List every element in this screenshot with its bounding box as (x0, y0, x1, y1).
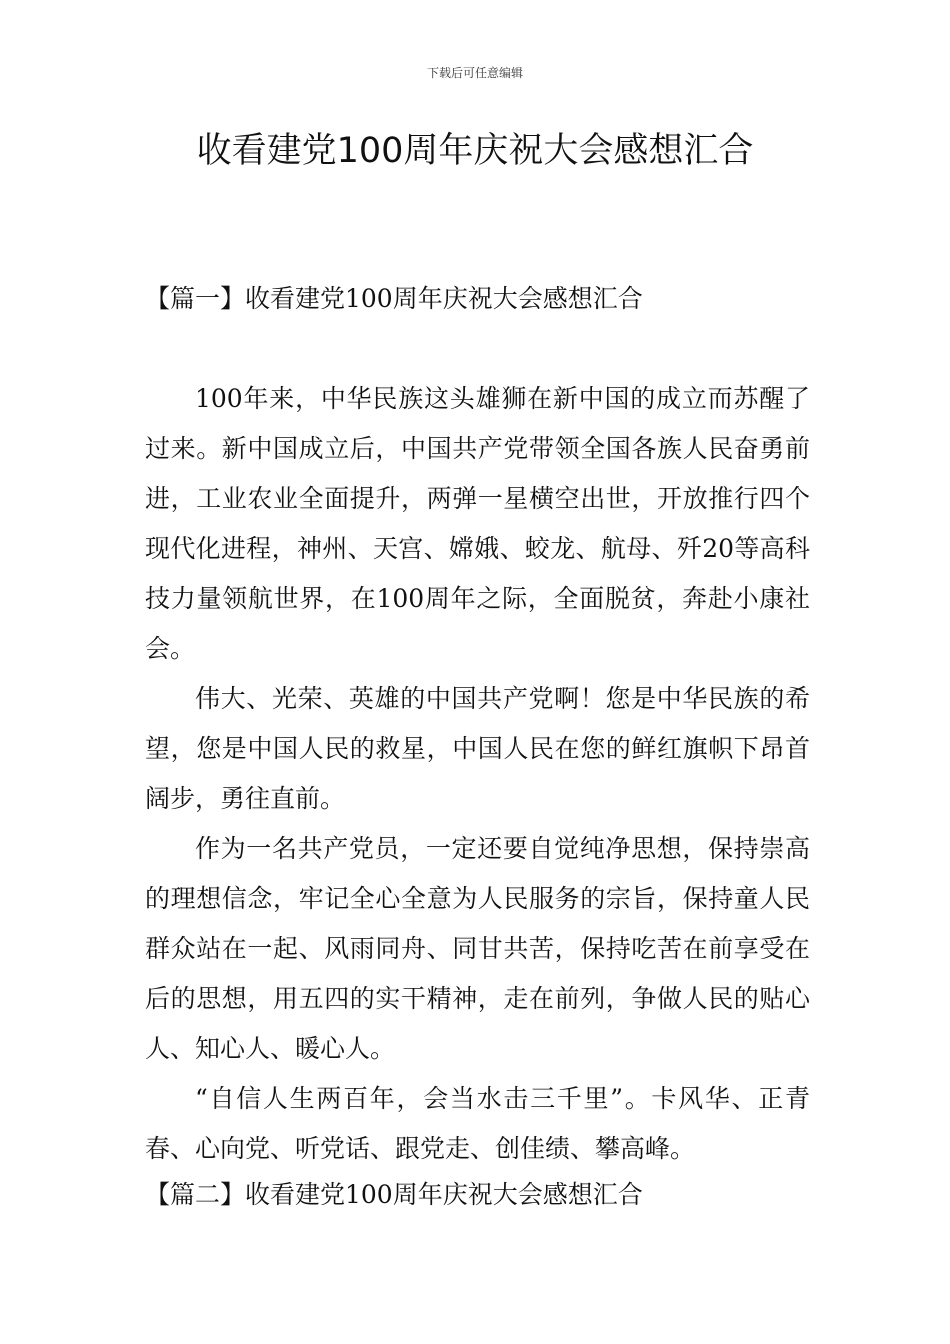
section-heading-1: 【篇一】收看建党100周年庆祝大会感想汇合 (145, 284, 643, 313)
paragraph-3: 作为一名共产党员，一定还要自觉纯净思想，保持崇高的理想信念，牢记全心全意为人民服务的宗旨，保持童人民群众站在一起、风雨同舟、同甘共苦，保持吃苦在前享受在后的思想，用五四的实干精神，走在前列，争做人民的贴心人、知心人、暖心人。 (145, 834, 810, 1063)
section-1-body (145, 374, 810, 1174)
section-heading-2: 【篇二】收看建党100周年庆祝大会感想汇合 (145, 1180, 643, 1209)
paragraph-2: 伟大、光荣、英雄的中国共产党啊！您是中华民族的希望，您是中国人民的救星，中国人民在您的鲜红旗帜下昂首阔步，勇往直前。 (145, 684, 810, 813)
document-title: 收看建党100周年庆祝大会感想汇合 (196, 131, 754, 171)
paragraph-1: 100年来，中华民族这头雄狮在新中国的成立而苏醒了过来。新中国成立后，中国共产党带领全国各族人民奋勇前进，工业农业全面提升，两弹一星横空出世，开放推行四个现代化进程，神州、天宫、嫦娥、蛟龙、航母、歼20等高科技力量领航世界，在100周年之际，全面脱贫，奔赴小康社会。 (145, 384, 810, 663)
paragraph-4: “自信人生两百年，会当水击三千里”。卡风华、正青春、心向党、听党话、跟党走、创佳绩、攀高峰。 (145, 1084, 810, 1163)
header-note: 下载后可任意编辑 (426, 66, 523, 80)
